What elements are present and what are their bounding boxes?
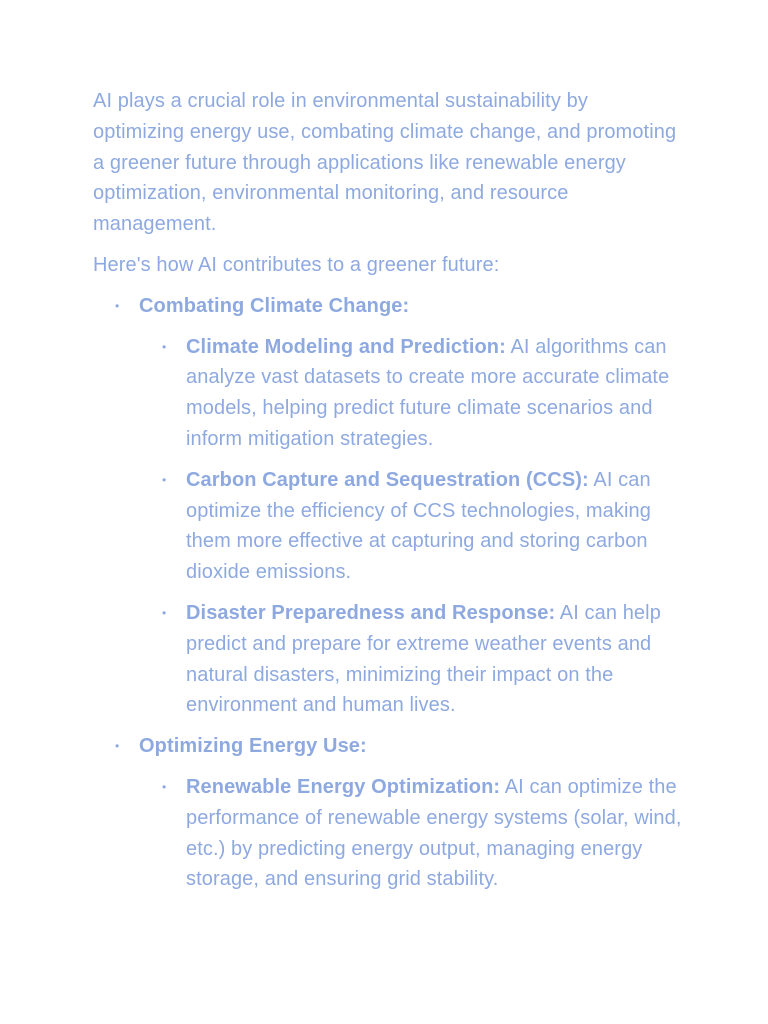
item-title: Carbon Capture and Sequestration (CCS): (186, 468, 589, 491)
bullet-icon: • (115, 298, 120, 313)
list-item (139, 772, 683, 895)
bullet-icon: • (162, 472, 167, 487)
section-heading: Combating Climate Change: (139, 294, 410, 317)
subsection-list (139, 772, 683, 895)
section-item (93, 731, 683, 895)
bullet-icon: • (162, 605, 167, 620)
item-title: Renewable Energy Optimization: (186, 775, 501, 798)
bullet-icon: • (162, 339, 167, 354)
section-list (93, 291, 683, 895)
section-heading: Optimizing Energy Use: (139, 735, 367, 758)
lead-paragraph: Here's how AI contributes to a greener future: (93, 253, 500, 276)
document-body (93, 86, 683, 905)
item-text: AI algorithms can analyze vast datasets to create more accurate climate models, helping predict future climate scenarios and inform mitigation strategies. (186, 335, 670, 450)
item-text: AI can help predict and prepare for extreme weather events and natural disasters, minimizing their impact on the environment and human lives. (186, 601, 661, 717)
list-item (139, 465, 683, 588)
list-item (139, 598, 683, 721)
item-title: Disaster Preparedness and Response: (186, 601, 556, 624)
bullet-icon: • (115, 739, 120, 754)
subsection-list (139, 332, 683, 722)
item-title: Climate Modeling and Prediction: (186, 335, 506, 358)
item-text: AI can optimize the performance of renewable energy systems (solar, wind, etc.) by predicting energy output, managing energy storage, and ensuring grid stability. (186, 775, 682, 891)
intro-paragraph: AI plays a crucial role in environmental sustainability by optimizing energy use, combating climate change, and promoting a greener future through applications like renewable energy optimization, environmental monitoring, and resource management. (93, 90, 677, 236)
item-text: AI can optimize the efficiency of CCS technologies, making them more effective at capturing and storing carbon dioxide emissions. (186, 468, 651, 584)
list-item (139, 332, 683, 455)
bullet-icon: • (162, 779, 167, 794)
section-item (93, 291, 683, 721)
